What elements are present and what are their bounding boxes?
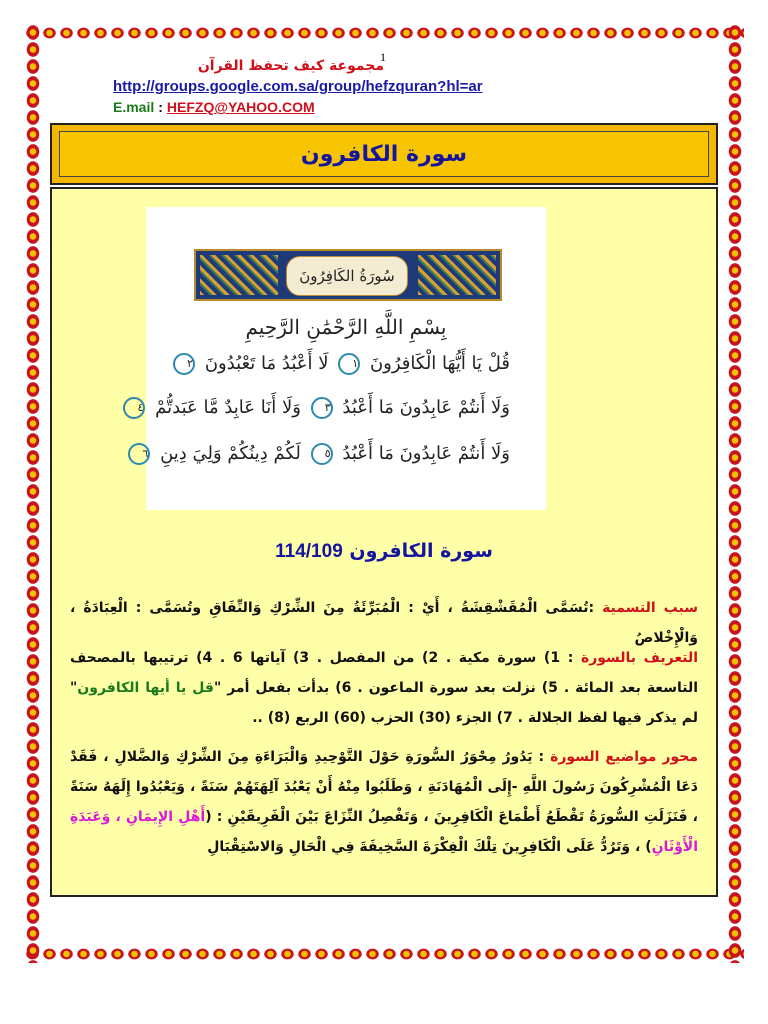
themes-paragraph <box>70 742 698 862</box>
themes-text-end: ) ، وَتَرُدُّ عَلَى الْكَافِرِينَ تِلْكَ الْفِكْرَةَ السَّخِيفَةَ فِي الْحَالِ وَالاسْتِقْبَالِ <box>207 839 652 855</box>
definition-label: التعريف بالسورة <box>580 650 698 666</box>
banner-cartouche <box>286 256 408 296</box>
definition-quote: قل يا أيها الكافرون <box>77 680 214 696</box>
banner-ornament-right <box>418 255 496 295</box>
title-banner <box>50 123 718 185</box>
definition-text: : 1) سورة مكية . 2) من المفصل . 3) آياتها 6 . 4) ترتيبها بالمصحف التاسعة بعد المائة . 5) نزلت بعد سورة الماعون . 6) بدأت بفعل أمر " <box>70 650 699 696</box>
title-banner-inner <box>59 131 709 177</box>
definition-paragraph <box>70 643 698 733</box>
email-address-link[interactable]: HEFZQ@YAHOO.COM <box>166 99 315 115</box>
verse-line <box>182 353 510 375</box>
decorative-border-left <box>24 24 42 963</box>
verse-text: لَا أَعْبُدُ مَا تَعْبُدُونَ <box>204 353 329 374</box>
banner-ornament-left <box>200 255 278 295</box>
themes-highlight: أَهْلِ الإِيمَانِ ، وَعَبَدَةِ الْأَوْثَانِ <box>70 809 698 855</box>
surah-banner <box>194 249 502 301</box>
naming-text: :تُسَمَّى الْمُقَشْقِشَةُ ، أَيْ : الْمُبَرِّئَةُ مِنَ الشِّرْكِ وَالنِّفَاقِ وتُسَمَّى : الْعِبَادَةُ ، وَالْإِخْلاصُ <box>70 600 698 646</box>
verse-text: قُلْ يَا أَيُّهَا الْكَافِرُونَ <box>369 353 510 374</box>
verse-line <box>142 443 510 465</box>
group-name: مجموعة كيف تحفظ القرآن <box>197 58 384 74</box>
naming-label: سبب التسمية <box>602 600 698 616</box>
themes-text: : يَدُورُ مِحْوَرُ السُّورَةِ حَوْلَ التَّوْحِيدِ وَالْبَرَاءَةِ مِنَ الشِّرْكِ وَالضَّلالِ ، فَقَدْ دَعَا الْمُشْرِكُونَ رَسُولَ اللَّهِ -إِلَى الْمُهَادَنَةِ ، وَطَلَبُوا مِنْهُ أَنْ يَعْبُدَ آلِهَتَهُمْ سَنَةً ، وَيَعْبُدُوا إِلَهَهُ سَنَةً ، فَنَزَلَتِ السُّورَةُ تَقْطَعُ أَطْمَاعَ الْكَافِرِينَ ، وَتَفْصِلُ النِّزَاعَ بَيْنَ الْفَرِيقَيْنِ : ( <box>70 749 698 825</box>
basmala: بِسْمِ اللَّهِ الرَّحْمَٰنِ الرَّحِيمِ <box>245 315 447 339</box>
verse-number-marker: ٦ <box>128 443 150 465</box>
verse-number-marker: ٤ <box>123 397 145 419</box>
quran-page-image <box>137 207 546 510</box>
email-separator: : <box>158 99 163 115</box>
verse-number-marker: ٣ <box>311 397 333 419</box>
group-url-link[interactable]: http://groups.google.com.sa/group/hefzquran?hl=ar <box>113 78 483 95</box>
verse-text: وَلَا أَنَا عَابِدٌ مَّا عَبَدتُّمْ <box>155 397 301 418</box>
verse-text: وَلَا أَنتُمْ عَابِدُونَ مَا أَعْبُدُ <box>342 443 510 464</box>
page-number: 1 <box>380 50 386 64</box>
page-title: سورة الكافرون <box>300 141 468 167</box>
decorative-border-right <box>726 24 744 963</box>
verse-text: لَكُمْ دِينُكُمْ وَلِيَ دِينِ <box>160 443 301 464</box>
surah-heading-number: 114/109 <box>275 541 343 562</box>
email-line <box>113 99 315 115</box>
verse-text: وَلَا أَنتُمْ عَابِدُونَ مَا أَعْبُدُ <box>342 397 510 418</box>
themes-label: محور مواضيع السورة <box>550 749 699 765</box>
surah-heading-name: سورة الكافرون <box>349 540 493 562</box>
verse-number-marker: ١ <box>338 353 360 375</box>
email-label: E.mail <box>113 99 155 115</box>
definition-text-end: " لم يذكر فيها لفظ الجلالة . 7) الجزء (30) الحزب (60) الربع (8) .. <box>70 680 698 726</box>
decorative-border-top <box>24 24 744 42</box>
verse-line <box>137 397 510 419</box>
verse-number-marker: ٢ <box>173 353 195 375</box>
decorative-border-bottom <box>24 945 744 963</box>
banner-surah-name: سُورَةُ الكَافِرُونَ <box>299 267 395 285</box>
verse-number-marker: ٥ <box>311 443 333 465</box>
surah-heading <box>0 540 768 563</box>
